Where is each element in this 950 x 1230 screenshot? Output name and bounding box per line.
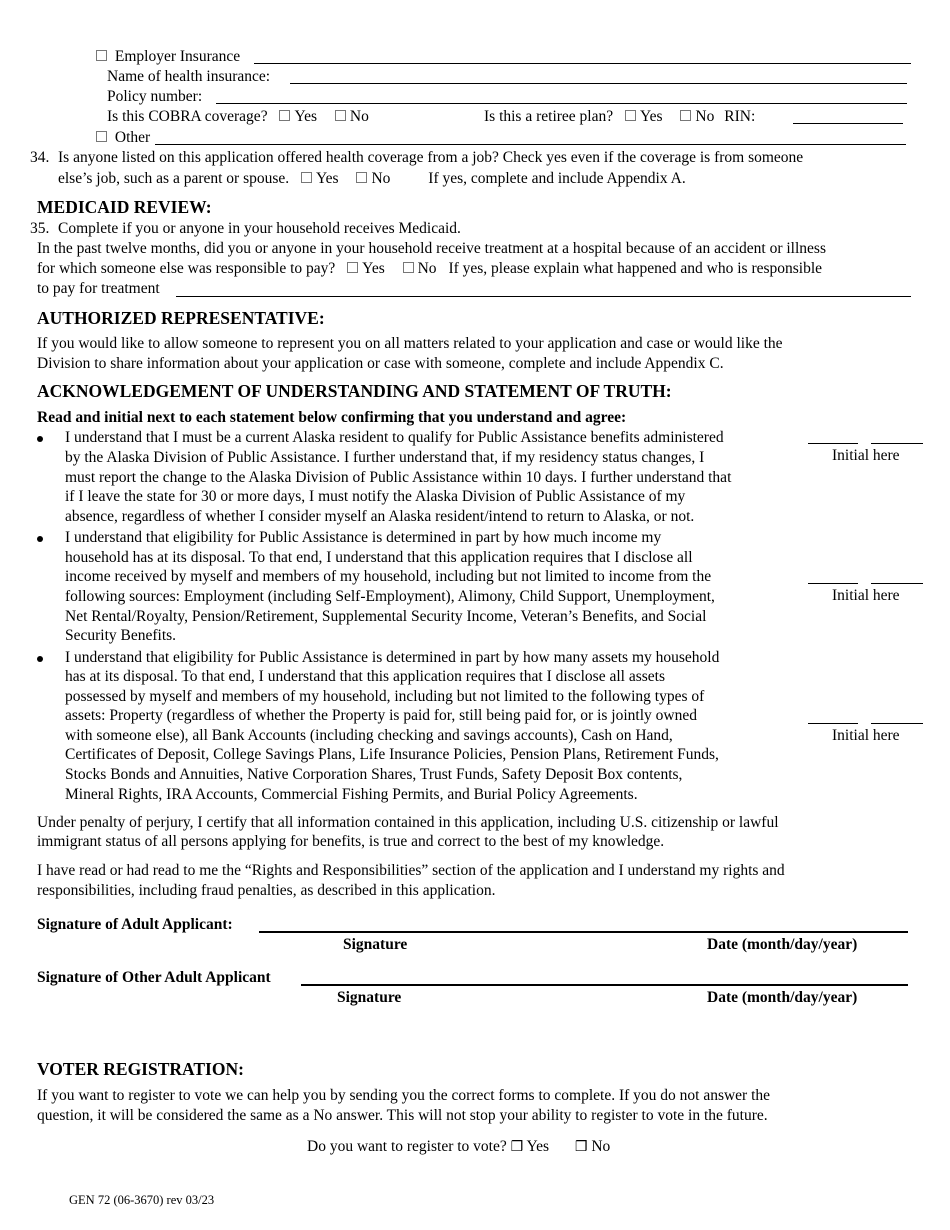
- perjury-line2: immigrant status of all persons applying for benefits, is true and correct to the best of my knowledge.: [37, 833, 665, 850]
- statement-3-initial-label: Initial here: [832, 727, 900, 744]
- job-coverage-no-label: No: [371, 170, 391, 187]
- medicaid-review-heading: MEDICAID REVIEW:: [37, 197, 212, 217]
- statement-2-line5: Net Rental/Royalty, Pension/Retirement, Supplemental Security Income, Veteran’s Benefits, and Social: [65, 608, 707, 625]
- authorized-representative-heading: AUTHORIZED REPRESENTATIVE:: [37, 308, 325, 328]
- voter-no-checkbox[interactable]: ❒: [574, 1139, 588, 1155]
- rin-label: RIN:: [724, 108, 756, 125]
- accident-yes-checkbox[interactable]: [347, 262, 358, 273]
- policy-number-label: Policy number:: [107, 88, 203, 105]
- bullet-icon: [37, 536, 43, 542]
- bullet-icon: [37, 436, 43, 442]
- voter-yes-label: Yes: [526, 1138, 550, 1155]
- voter-no-label: No: [591, 1138, 611, 1155]
- retiree-no-checkbox[interactable]: [680, 110, 691, 121]
- adult-date-caption: Date (month/day/year): [707, 936, 858, 953]
- treatment-explanation-field[interactable]: [176, 296, 911, 297]
- question-34-line2: [58, 169, 686, 189]
- job-coverage-yes-label: Yes: [316, 170, 339, 187]
- accident-yes-label: Yes: [362, 260, 385, 277]
- statement-1-line2: by the Alaska Division of Public Assistance. I further understand that, if my residency status changes, I: [65, 449, 705, 466]
- question-34-instruction: If yes, complete and include Appendix A.: [428, 170, 686, 187]
- question-35-text: for which someone else was responsible to pay?: [37, 260, 336, 277]
- statement-3-initial-field-2[interactable]: [871, 723, 923, 724]
- question-35-line2: [37, 259, 822, 279]
- question-35-line1: In the past twelve months, did you or anyone in your household receive treatment at a hospital because of an accident or illness: [37, 240, 826, 257]
- statement-2-initial-field-1[interactable]: [808, 583, 858, 584]
- voter-yes-checkbox[interactable]: ❒: [510, 1139, 524, 1155]
- statement-3-initial-field-1[interactable]: [808, 723, 858, 724]
- statement-1-line5: absence, regardless of whether I consider myself an Alaska resident/intend to return to Alaska, or not.: [65, 508, 695, 525]
- statement-1-initial-field-1[interactable]: [808, 443, 858, 444]
- authorized-line2: Division to share information about your application or case with someone, complete and include Appendix C.: [37, 355, 724, 372]
- question-35-line3: to pay for treatment: [37, 280, 160, 297]
- accident-no-checkbox[interactable]: [403, 262, 414, 273]
- voter-registration-heading: VOTER REGISTRATION:: [37, 1059, 244, 1079]
- cobra-yes-checkbox[interactable]: [279, 110, 290, 121]
- accident-no-label: No: [417, 260, 437, 277]
- statement-2-line2: household has at its disposal. To that end, I understand that this application requires that I disclose all: [65, 549, 693, 566]
- statement-2-line3: income received by myself and members of my household, including but not limited to income from the: [65, 568, 712, 585]
- adult-signature-caption: Signature: [343, 936, 408, 953]
- retiree-question-row: [484, 107, 755, 127]
- job-coverage-no-checkbox[interactable]: [356, 172, 367, 183]
- voter-line1: If you want to register to vote we can help you by sending you the correct forms to complete. If you do not answer the: [37, 1087, 771, 1104]
- other-insurance-checkbox[interactable]: [96, 131, 107, 142]
- voter-question: Do you want to register to vote?: [307, 1138, 507, 1155]
- question-35-number: 35.: [30, 220, 50, 237]
- adult-applicant-signature-label: Signature of Adult Applicant:: [37, 916, 233, 933]
- statement-3-line8: Mineral Rights, IRA Accounts, Commercial Fishing Permits, and Burial Policy Agreements.: [65, 786, 638, 803]
- statement-3-line1: I understand that eligibility for Public Assistance is determined in part by how many assets my household: [65, 649, 720, 666]
- question-34-number: 34.: [30, 149, 50, 166]
- form-code: GEN 72 (06-3670) rev 03/23: [69, 1193, 215, 1207]
- cobra-question: Is this COBRA coverage?: [107, 108, 268, 125]
- question-35-instruction: If yes, please explain what happened and who is responsible: [448, 260, 823, 277]
- statement-2-line1: I understand that eligibility for Public Assistance is determined in part by how much income my: [65, 529, 662, 546]
- statement-1-initial-label: Initial here: [832, 447, 900, 464]
- statement-1-initial-field-2[interactable]: [871, 443, 923, 444]
- employer-insurance-option: [94, 47, 240, 67]
- statement-2-line6: Security Benefits.: [65, 627, 177, 644]
- other-signature-caption: Signature: [337, 989, 402, 1006]
- rights-line1: I have read or had read to me the “Rights and Responsibilities” section of the application and I understand my rights and: [37, 862, 785, 879]
- job-coverage-yes-checkbox[interactable]: [301, 172, 312, 183]
- perjury-line1: Under penalty of perjury, I certify that all information contained in this application, including U.S. citizenship or lawful: [37, 814, 779, 831]
- statement-1-line1: I understand that I must be a current Alaska resident to qualify for Public Assistance benefits administered: [65, 429, 724, 446]
- statement-3-line4: assets: Property (regardless of whether the Property is paid for, still being paid for, or is jointly owned: [65, 707, 697, 724]
- employer-insurance-line[interactable]: [254, 63, 911, 64]
- question-34-line1: Is anyone listed on this application offered health coverage from a job? Check yes even if the coverage is from someone: [58, 149, 804, 166]
- rin-field[interactable]: [793, 123, 903, 124]
- other-date-caption: Date (month/day/year): [707, 989, 858, 1006]
- other-adult-signature-field[interactable]: [301, 984, 908, 986]
- authorized-line1: If you would like to allow someone to represent you on all matters related to your application and case or would like the: [37, 335, 783, 352]
- statement-2-initial-field-2[interactable]: [871, 583, 923, 584]
- other-insurance-field[interactable]: [155, 144, 906, 145]
- retiree-yes-label: Yes: [639, 108, 663, 125]
- statement-1-line3: must report the change to the Alaska Division of Public Assistance within 10 days. I further understand that: [65, 469, 732, 486]
- statement-1-line4: if I leave the state for 30 or more days, I must notify the Alaska Division of Public Assistance of my: [65, 488, 686, 505]
- cobra-yes-label: Yes: [294, 108, 318, 125]
- acknowledgement-instruction: Read and initial next to each statement below confirming that you understand and agree:: [37, 409, 627, 426]
- bullet-icon: [37, 656, 43, 662]
- statement-3-line6: Certificates of Deposit, College Savings Plans, Life Insurance Policies, Pension Plans, Retirement Funds,: [65, 746, 719, 763]
- statement-3-line2: has at its disposal. To that end, I understand that this application requires that I disclose all assets: [65, 668, 665, 685]
- cobra-no-checkbox[interactable]: [335, 110, 346, 121]
- question-35-intro: Complete if you or anyone in your household receives Medicaid.: [58, 220, 461, 237]
- statement-3-line3: possessed by myself and members of my household, including but not limited to the following types of: [65, 688, 705, 705]
- statement-2-initial-label: Initial here: [832, 587, 900, 604]
- other-insurance-label: Other: [114, 129, 151, 146]
- employer-insurance-checkbox[interactable]: [96, 50, 107, 61]
- rights-line2: responsibilities, including fraud penalties, as described in this application.: [37, 882, 496, 899]
- cobra-question-row: [107, 107, 369, 127]
- retiree-no-label: No: [695, 108, 715, 125]
- retiree-yes-checkbox[interactable]: [625, 110, 636, 121]
- employer-insurance-label: Employer Insurance: [114, 48, 241, 65]
- other-insurance-option: [94, 128, 150, 148]
- voter-question-row: [307, 1137, 610, 1158]
- retiree-question: Is this a retiree plan?: [484, 108, 614, 125]
- other-adult-signature-label: Signature of Other Adult Applicant: [37, 969, 271, 986]
- adult-applicant-signature-field[interactable]: [259, 931, 908, 933]
- policy-number-field[interactable]: [216, 103, 907, 104]
- cobra-no-label: No: [349, 108, 369, 125]
- statement-3-line5: with someone else), all Bank Accounts (including checking and savings accounts), Cash on Hand,: [65, 727, 673, 744]
- acknowledgement-heading: ACKNOWLEDGEMENT OF UNDERSTANDING AND STATEMENT OF TRUTH:: [37, 381, 672, 401]
- health-insurance-name-field[interactable]: [290, 83, 907, 84]
- voter-line2: question, it will be considered the same as a No answer. This will not stop your ability to register to vote in the future.: [37, 1107, 768, 1124]
- question-34-text: else’s job, such as a parent or spouse.: [58, 170, 290, 187]
- statement-2-line4: following sources: Employment (including Self-Employment), Alimony, Child Support, Unemployment,: [65, 588, 715, 605]
- statement-3-line7: Stocks Bonds and Annuities, Native Corporation Shares, Trust Funds, Safety Deposit Box contents,: [65, 766, 683, 783]
- health-insurance-name-label: Name of health insurance:: [107, 68, 271, 85]
